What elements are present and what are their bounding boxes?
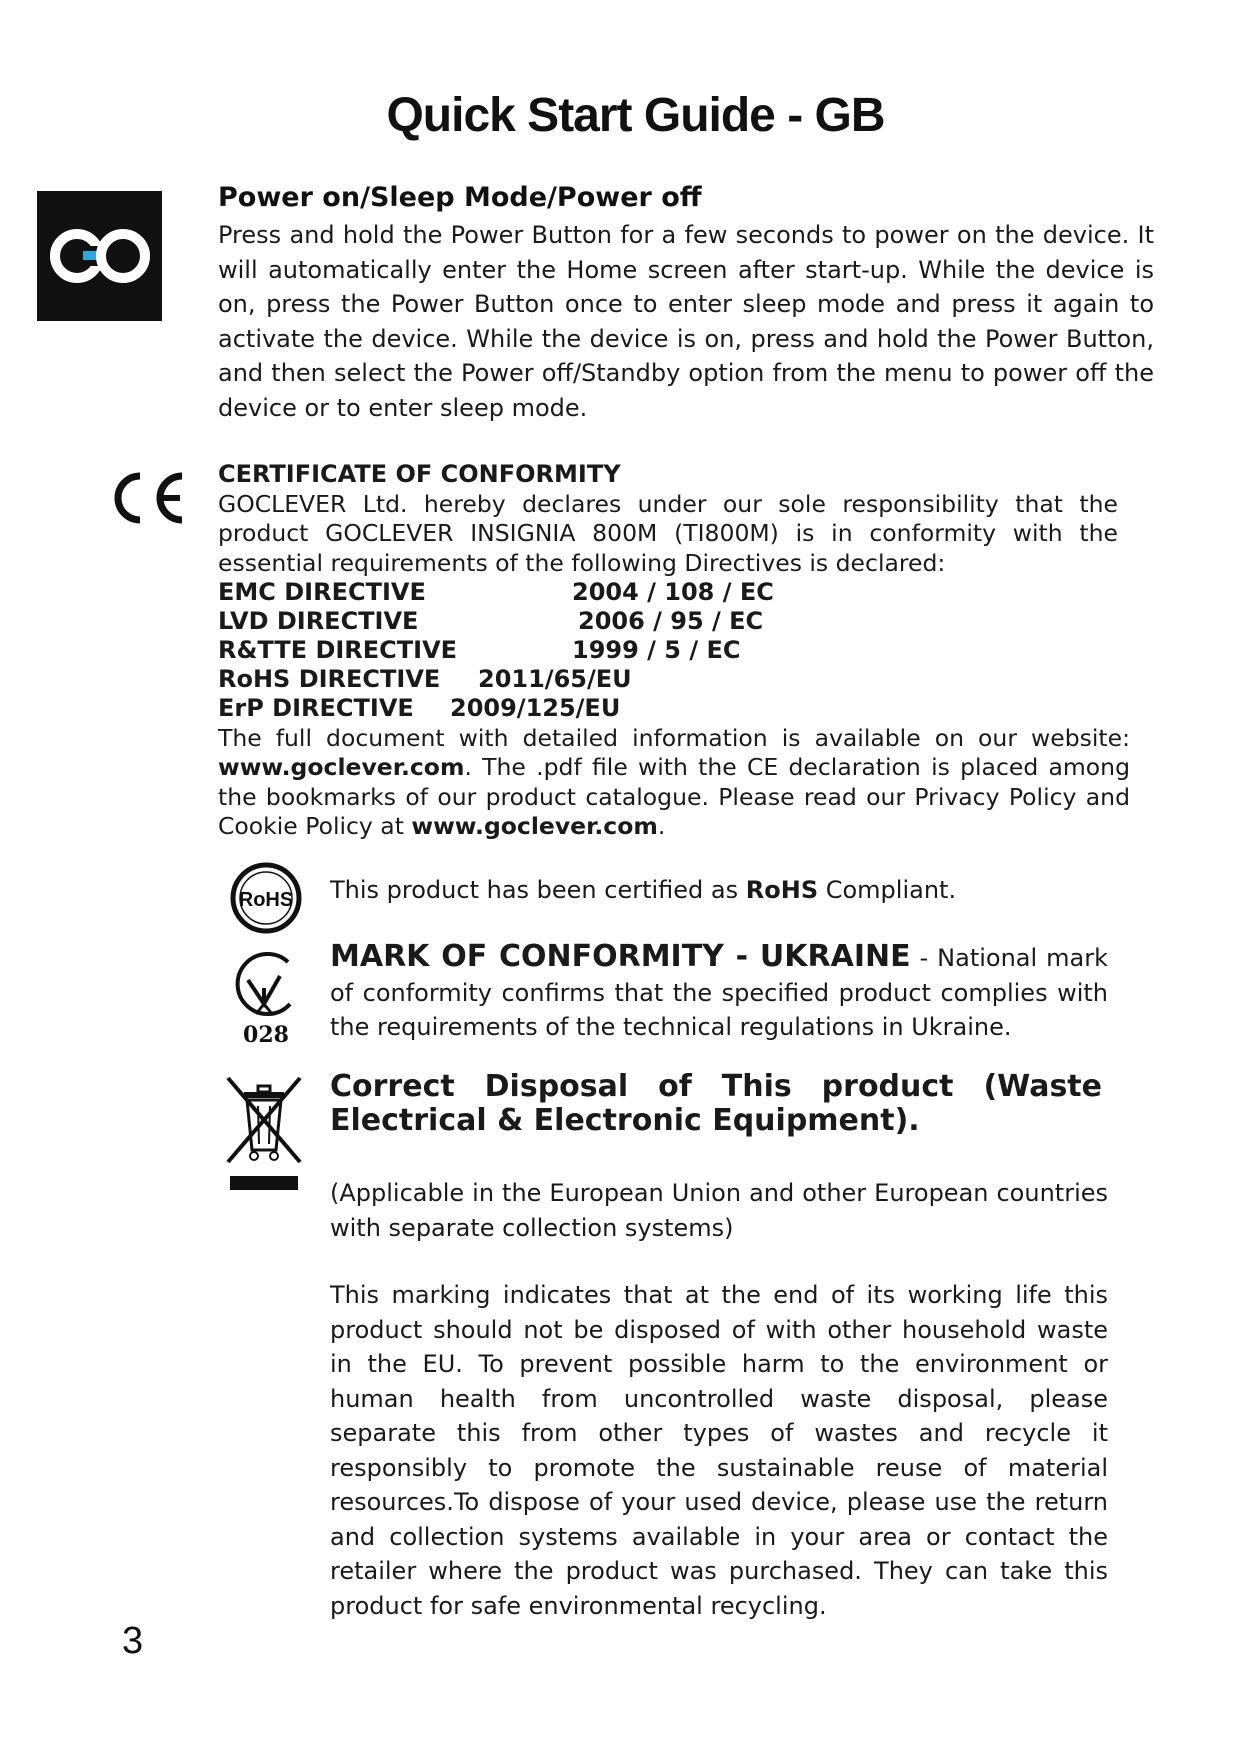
page-title: Quick Start Guide - GB	[386, 89, 885, 142]
power-heading: Power on/Sleep Mode/Power off	[218, 182, 702, 213]
rohs-bold: RoHS	[745, 876, 819, 904]
directive-name: ErP DIRECTIVE	[218, 694, 414, 722]
page-number: 3	[122, 1620, 144, 1662]
rohs-text	[330, 876, 956, 904]
directive-row	[218, 636, 741, 665]
ukraine-conformity-icon	[226, 948, 306, 1048]
certificate-heading: CERTIFICATE OF CONFORMITY	[218, 460, 621, 488]
directive-row	[218, 578, 774, 607]
certificate-website-text	[218, 724, 1130, 841]
directive-name: RoHS DIRECTIVE	[218, 665, 441, 693]
rohs-text-after: Compliant.	[818, 876, 957, 904]
ukraine-text: of conformity confirms that the specified product complies with the requirements of the technical regulations in Ukraine.	[330, 978, 1108, 1041]
directive-code: 2006 / 95 / EC	[578, 607, 764, 635]
power-text: Press and hold the Power Button for a few seconds to power on the device. It will automatically enter the Home screen after start-up. While the device is on, press the Power Button once to enter sleep mode and press it again to activate the device. While the device is on, press and hold the Power Button, and then select the Power off/Standby option from the menu to power off the device or to enter sleep mode.	[218, 221, 1154, 422]
rohs-text-before: This product has been certified as	[330, 876, 746, 904]
rohs-icon-label: RoHS	[238, 889, 294, 911]
weee-heading: Correct Disposal of This product (Waste Electrical & Electronic Equipment).	[330, 1069, 1102, 1138]
website-link-2[interactable]: www.goclever.com	[411, 811, 658, 840]
weee-text: This marking indicates that at the end of its working life this product should not be disposed of with other household waste in the EU. To prevent possible harm to the environment or human health from uncontrolled waste disposal, please separate this from other types of wastes and recycle it responsibly to promote the sustainable reuse of material resources.To dispose of your used device, please use the return and collection systems available in your area or contact the retailer where the product was purchased. They can take this product for safe environmental recycling.	[330, 1281, 1108, 1620]
weee-bin-icon	[222, 1072, 306, 1196]
ce-mark-icon	[108, 468, 186, 528]
goclever-logo-icon	[37, 191, 162, 321]
directive-row	[218, 607, 764, 636]
ukraine-section	[330, 940, 1108, 1045]
ukraine-dash-text: - National mark	[910, 944, 1108, 972]
directive-name: R&TTE DIRECTIVE	[218, 636, 458, 664]
sentence-end: .	[657, 811, 666, 840]
weee-applicable: (Applicable in the European Union and other European countries with separate collection systems)	[330, 1179, 1108, 1242]
full-doc-text: The full document with detailed information is available on our website:	[218, 724, 1130, 752]
directive-code: 2011/65/EU	[478, 665, 632, 693]
directive-row	[218, 694, 621, 723]
ukraine-icon-number: 028	[243, 1022, 289, 1048]
directive-code: 2009/125/EU	[450, 694, 621, 722]
directive-code: 2004 / 108 / EC	[572, 578, 774, 606]
directive-code: 1999 / 5 / EC	[572, 636, 741, 664]
certificate-intro: GOCLEVER Ltd. hereby declares under our sole responsibility that the product GOCLEVER INSIGNIA 800M (TI800M) is in conformity with the essential requirements of the following Directives is declared:	[218, 490, 1118, 577]
directive-name: LVD DIRECTIVE	[218, 607, 419, 635]
ukraine-heading: MARK OF CONFORMITY - UKRAINE	[330, 939, 911, 974]
directive-name: EMC DIRECTIVE	[218, 578, 426, 606]
directive-row	[218, 665, 632, 694]
pdf-text: . The .pdf file with the CE declaration is placed among the bookmarks of our product catalogue. Please read our Privacy Policy and Cookie Policy at	[218, 753, 1130, 840]
website-link[interactable]: www.goclever.com	[218, 753, 465, 782]
rohs-icon	[228, 860, 304, 936]
